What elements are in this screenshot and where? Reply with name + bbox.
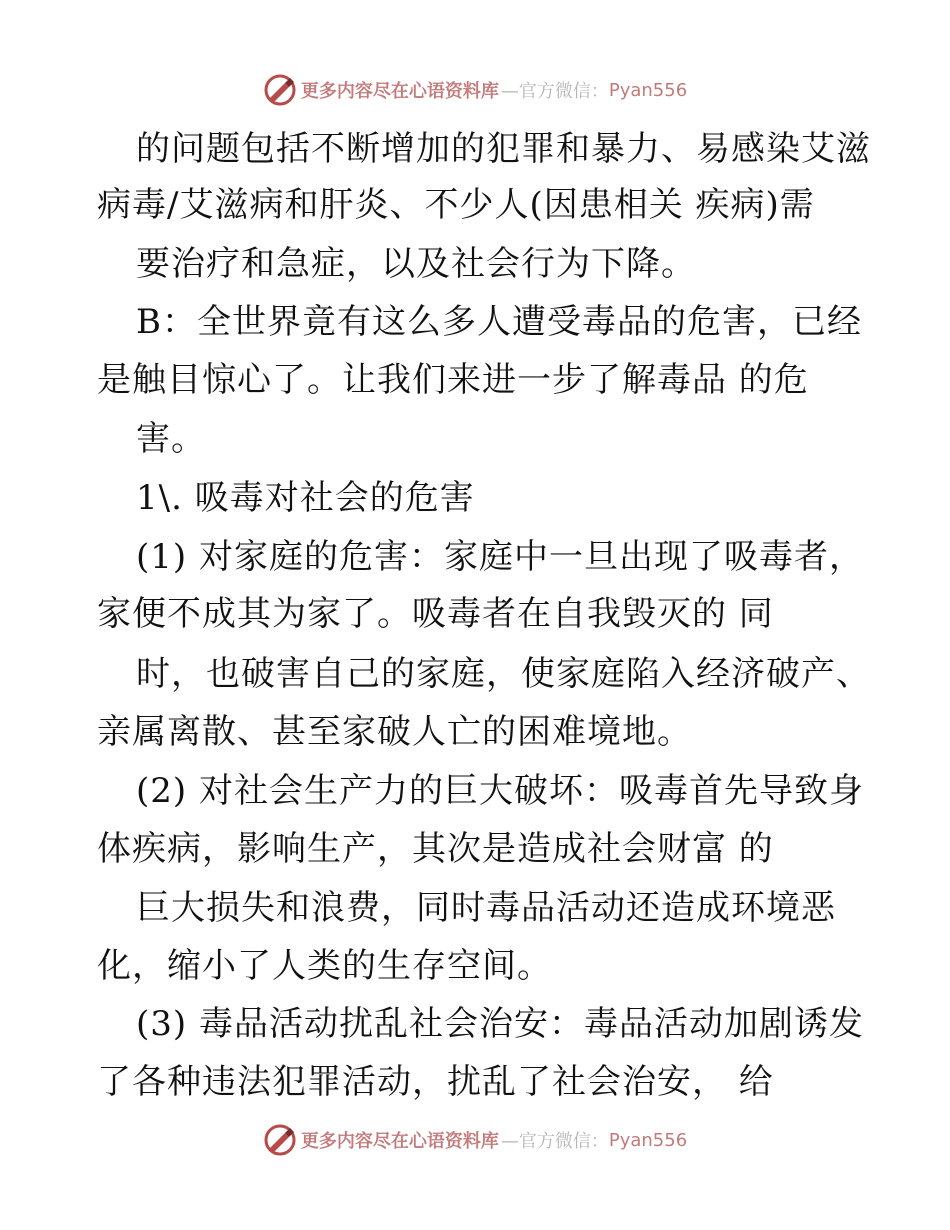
watermark-handle: Pyan556 (608, 1129, 688, 1151)
body-line: 是触目惊心了。让我们来进一步了解毒品 的危 (97, 360, 809, 400)
watermark-handle: Pyan556 (608, 79, 688, 101)
body-line: B：全世界竟有这么多人遭受毒品的危害，已经 (136, 302, 862, 342)
body-line: (2) 对社会生产力的巨大破坏：吸毒首先导致身 (136, 771, 864, 811)
body-line: 化，缩小了人类的生存空间。 (97, 946, 552, 986)
header-watermark (0, 72, 950, 108)
body-line: 亲属离散、甚至家破人亡的困难境地。 (97, 712, 692, 752)
body-line: 体疾病，影响生产，其次是造成社会财富 的 (97, 829, 774, 869)
section-heading: 1\. 吸毒对社会的危害 (136, 478, 475, 518)
body-line: 了各种违法犯罪活动，扰乱了社会治安， 给 (97, 1062, 774, 1102)
watermark-text: 更多内容尽在心语资料库 (300, 81, 499, 102)
pen-logo-icon (263, 1123, 297, 1157)
body-line: 巨大损失和浪费，同时毒品活动还造成环境恶 (136, 888, 836, 928)
watermark-subtext: —官方微信： (500, 1131, 609, 1152)
body-line: 时，也破害自己的家庭，使家庭陷入经济破产、 (136, 654, 871, 694)
body-line: 病毒/艾滋病和肝炎、不少人(因患相关 疾病)需 (97, 185, 815, 225)
watermark-text: 更多内容尽在心语资料库 (300, 1131, 499, 1152)
pen-logo-icon (263, 73, 297, 107)
body-line: (1) 对家庭的危害：家庭中一旦出现了吸毒者， (136, 537, 864, 577)
body-line: 的问题包括不断增加的犯罪和暴力、易感染艾滋 (136, 129, 871, 169)
footer-watermark (0, 1122, 950, 1158)
body-line: 要治疗和急症，以及社会行为下降。 (136, 244, 696, 284)
body-line: 害。 (136, 419, 206, 459)
body-line: 家便不成其为家了。吸毒者在自我毁灭的 同 (97, 594, 774, 634)
body-line: (3) 毒品活动扰乱社会治安：毒品活动加剧诱发 (136, 1004, 864, 1044)
watermark-subtext: —官方微信： (500, 81, 609, 102)
